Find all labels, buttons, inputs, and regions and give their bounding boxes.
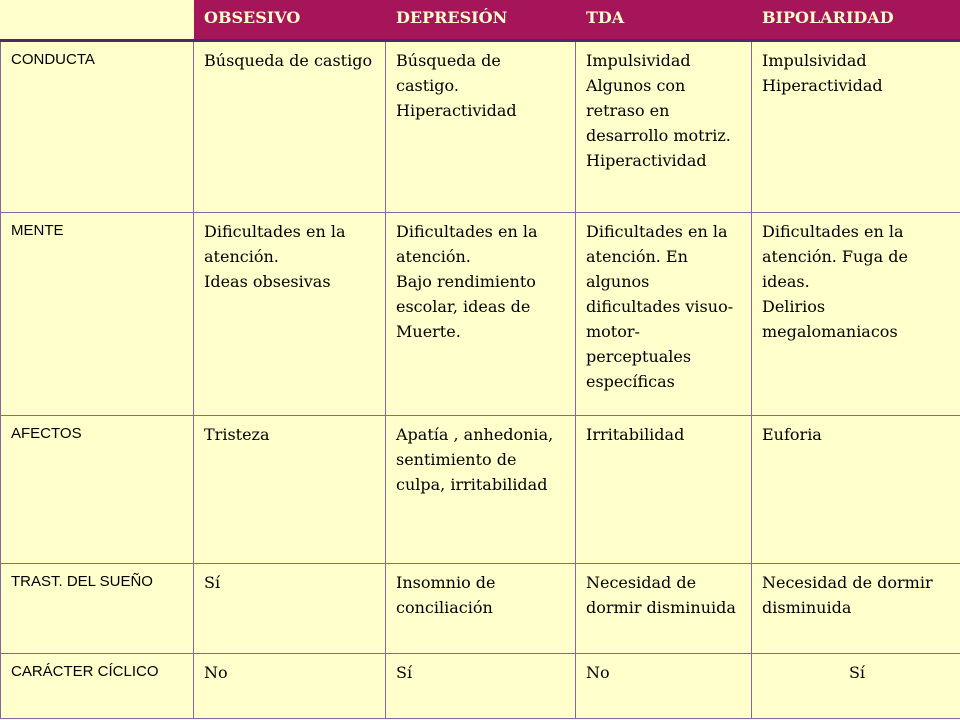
table-cell: Búsqueda de castigo <box>194 41 386 213</box>
table-row-afectos <box>1 416 960 564</box>
table-cell: Sí <box>194 564 386 654</box>
header-obsesivo: OBSESIVO <box>194 1 386 41</box>
table-cell: Sí <box>386 654 576 719</box>
header-tda: TDA <box>576 1 752 41</box>
header-depresion: DEPRESIÓN <box>386 1 576 41</box>
row-label: AFECTOS <box>1 416 194 564</box>
table-cell: Dificultades en la atención. Fuga de ideas. Delirios megalomaniacos <box>752 213 960 416</box>
row-label: TRAST. DEL SUEÑO <box>1 564 194 654</box>
table-cell: No <box>194 654 386 719</box>
table-row-sueno <box>1 564 960 654</box>
row-label: CARÁCTER CÍCLICO <box>1 654 194 719</box>
table-cell: Dificultades en la atención. Ideas obsesivas <box>194 213 386 416</box>
row-label: MENTE <box>1 213 194 416</box>
table-cell: Insomnio de conciliación <box>386 564 576 654</box>
header-row <box>1 1 960 41</box>
table-cell: Impulsividad Hiperactividad <box>752 41 960 213</box>
row-label: CONDUCTA <box>1 41 194 213</box>
table-cell: Tristeza <box>194 416 386 564</box>
table-cell: Sí <box>752 654 960 719</box>
table-cell: Dificultades en la atención. Bajo rendimiento escolar, ideas de Muerte. <box>386 213 576 416</box>
table-cell: Impulsividad Algunos con retraso en desarrollo motriz. Hiperactividad <box>576 41 752 213</box>
table-row-mente <box>1 213 960 416</box>
header-corner <box>1 1 194 41</box>
table-row-ciclico <box>1 654 960 719</box>
table-cell: Necesidad de dormir disminuida <box>752 564 960 654</box>
table-cell: Apatía , anhedonia, sentimiento de culpa, irritabilidad <box>386 416 576 564</box>
table-row-conducta <box>1 41 960 213</box>
header-bipolaridad: BIPOLARIDAD <box>752 1 960 41</box>
table-cell: Euforia <box>752 416 960 564</box>
table-cell: Necesidad de dormir disminuida <box>576 564 752 654</box>
table-cell: Búsqueda de castigo. Hiperactividad <box>386 41 576 213</box>
table-cell: Irritabilidad <box>576 416 752 564</box>
table-cell: No <box>576 654 752 719</box>
table-cell: Dificultades en la atención. En algunos dificultades visuo-motor-perceptuales específicas <box>576 213 752 416</box>
